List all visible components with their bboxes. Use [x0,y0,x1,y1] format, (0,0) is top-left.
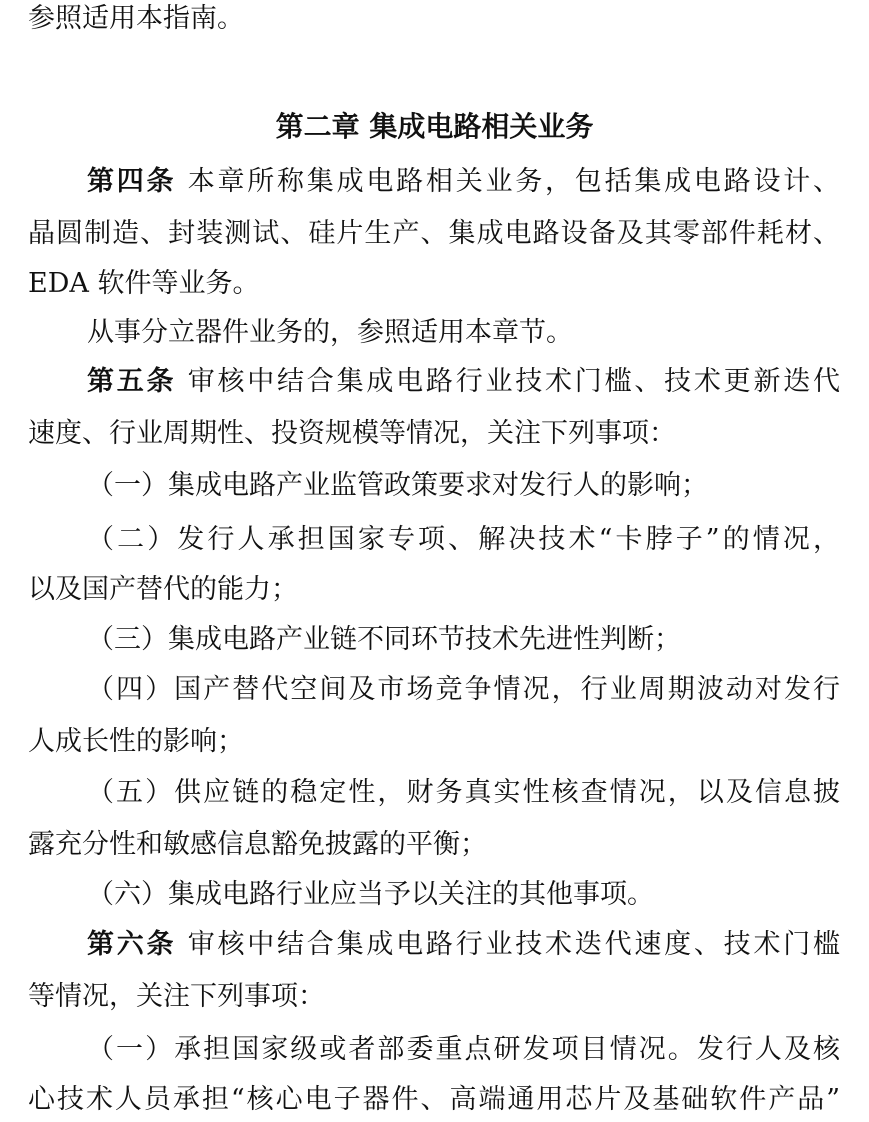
paragraph-line: 等情况，关注下列事项： [28,981,325,1012]
article-text: 本章所称集成电路相关业务，包括集成电路设计、 [176,166,841,197]
article-5-line [87,365,840,399]
paragraph-line: 晶圆制造、封装测试、硅片生产、集成电路设备及其零部件耗材、 [28,218,840,249]
chapter-heading: 第二章 集成电路相关业务 [275,110,594,143]
paragraph-line: EDA 软件等业务。 [28,268,260,299]
article-label: 第六条 [87,929,177,960]
list-item: （一）集成电路产业监管政策要求对发行人的影响； [87,470,708,501]
article-text: 审核中结合集成电路行业技术迭代速度、技术门槛 [176,929,841,960]
paragraph-line: 人成长性的影响； [28,726,244,757]
article-label: 第五条 [87,366,177,397]
paragraph-line: 心技术人员承担“核心电子器件、高端通用芯片及基础软件产品” [28,1084,840,1115]
list-item: （三）集成电路产业链不同环节技术先进性判断； [87,624,681,655]
article-6-line [87,928,840,962]
paragraph-line: 露充分性和敏感信息豁免披露的平衡； [28,829,487,860]
list-item: （六）集成电路行业应当予以关注的其他事项。 [87,879,654,910]
list-item: （一）承担国家级或者部委重点研发项目情况。发行人及核 [87,1034,840,1065]
article-label: 第四条 [87,166,177,197]
paragraph-line: 从事分立器件业务的，参照适用本章节。 [87,317,573,348]
paragraph-line: 参照适用本指南。 [28,3,244,34]
paragraph-line: 速度、行业周期性、投资规模等情况，关注下列事项： [28,418,676,449]
list-item: （四）国产替代空间及市场竞争情况，行业周期波动对发行 [87,674,840,705]
article-4-line [87,165,840,199]
list-item: （五）供应链的稳定性，财务真实性核查情况，以及信息披 [87,777,840,808]
article-text: 审核中结合集成电路行业技术门槛、技术更新迭代 [176,366,841,397]
paragraph-line: 以及国产替代的能力； [28,574,298,605]
list-item: （二）发行人承担国家专项、解决技术“卡脖子”的情况， [87,524,840,555]
